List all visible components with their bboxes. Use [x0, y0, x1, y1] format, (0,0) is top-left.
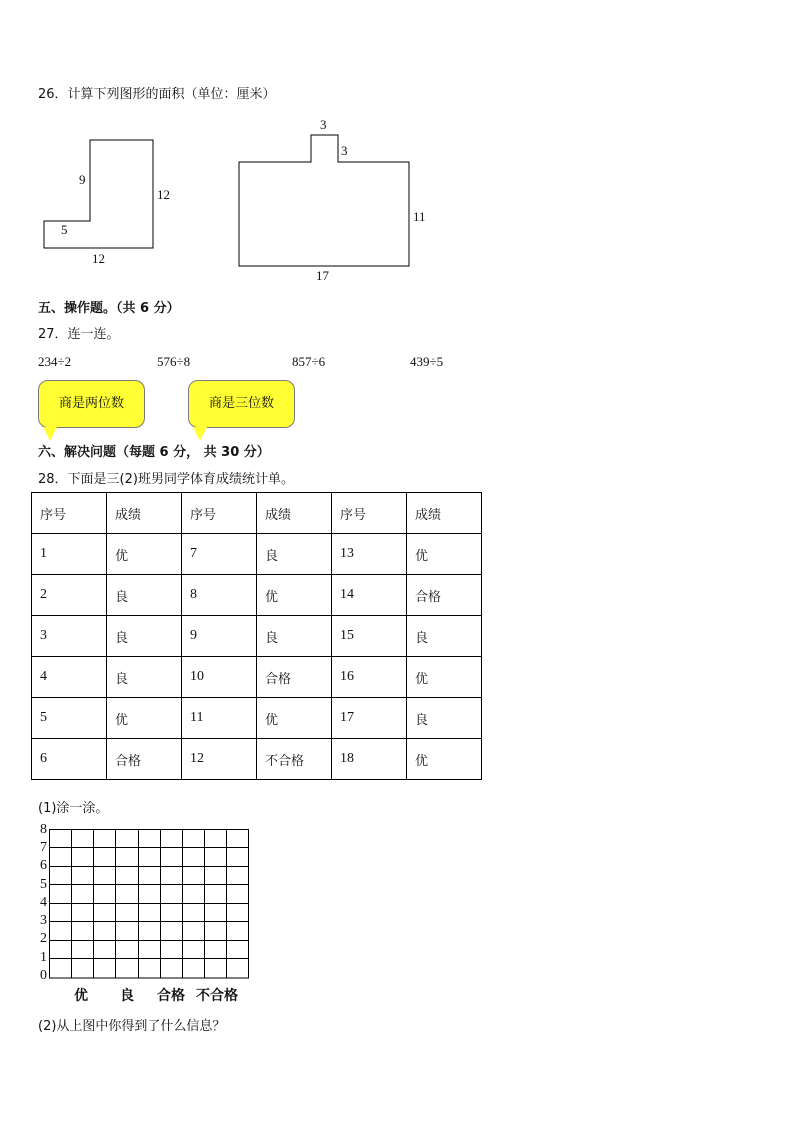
x-label-good: 良: [120, 988, 134, 1004]
table-cell: 优: [407, 534, 482, 575]
table-cell: 良: [257, 616, 332, 657]
fig1-bottom-label: 12: [92, 251, 105, 266]
table-cell: 合格: [407, 575, 482, 616]
table-cell: 17: [332, 698, 407, 739]
y-tick-label: 4: [40, 895, 47, 910]
grades-table: [31, 492, 482, 780]
part-2-prompt: (2)从上图中你得到了什么信息？: [38, 1019, 226, 1034]
table-cell: 4: [32, 657, 107, 698]
table-row: [32, 657, 482, 698]
table-cell: 10: [182, 657, 257, 698]
table-cell: 18: [332, 739, 407, 780]
header-cell: 序号: [32, 493, 107, 534]
section-5-title: 五、操作题。（共 6 分）: [38, 301, 180, 316]
part-1-prompt: (1)涂一涂。: [38, 801, 109, 816]
fig2-notch-label: 3: [341, 143, 348, 158]
table-row: [32, 534, 482, 575]
table-cell: 合格: [107, 739, 182, 780]
bubble-tail: [43, 427, 57, 441]
table-cell: 11: [182, 698, 257, 739]
table-cell: 1: [32, 534, 107, 575]
header-cell: 成绩: [107, 493, 182, 534]
table-cell: 良: [257, 534, 332, 575]
y-tick-label: 2: [40, 931, 47, 946]
table-cell: 16: [332, 657, 407, 698]
table-header-row: [32, 493, 482, 534]
question-27-text: 27．连一连。: [38, 327, 120, 342]
table-cell: 良: [107, 616, 182, 657]
y-tick-label: 3: [40, 913, 47, 928]
expression-1: 234÷2: [38, 354, 72, 369]
table-cell: 优: [407, 739, 482, 780]
y-tick-label: 6: [40, 858, 47, 873]
table-cell: 优: [407, 657, 482, 698]
header-cell: 序号: [182, 493, 257, 534]
table-cell: 良: [407, 698, 482, 739]
table-cell: 良: [107, 657, 182, 698]
x-label-excellent: 优: [74, 988, 88, 1004]
y-tick-label: 0: [40, 968, 47, 983]
table-cell: 12: [182, 739, 257, 780]
coloring-grid[interactable]: [49, 829, 251, 981]
area-figures: [0, 110, 460, 285]
bubble-tail: [193, 427, 207, 441]
section-6-title: 六、解决问题（每题 6 分， 共 30 分）: [38, 445, 270, 460]
notched-rectangle-figure: [239, 135, 409, 266]
expression-4: 439÷5: [410, 354, 444, 369]
fig1-left-label: 9: [79, 172, 86, 187]
table-row: [32, 616, 482, 657]
table-cell: 良: [407, 616, 482, 657]
table-cell: 3: [32, 616, 107, 657]
table-row: [32, 739, 482, 780]
table-cell: 优: [107, 698, 182, 739]
header-cell: 序号: [332, 493, 407, 534]
table-row: [32, 698, 482, 739]
table-cell: 6: [32, 739, 107, 780]
fig2-bottom-label: 17: [316, 268, 329, 283]
table-row: [32, 575, 482, 616]
question-26-text: 26．计算下列图形的面积（单位：厘米）: [38, 87, 276, 102]
header-cell: 成绩: [257, 493, 332, 534]
table-cell: 合格: [257, 657, 332, 698]
bubble-two-digit-label: 商是两位数: [58, 396, 124, 411]
bubble-three-digit-label: 商是三位数: [208, 396, 274, 411]
y-tick-label: 7: [40, 840, 47, 855]
expression-2: 576÷8: [157, 354, 191, 369]
question-28-text: 28．下面是三(2)班男同学体育成绩统计单。: [38, 472, 294, 487]
header-cell: 成绩: [407, 493, 482, 534]
table-cell: 5: [32, 698, 107, 739]
y-tick-label: 1: [40, 950, 47, 965]
table-cell: 8: [182, 575, 257, 616]
fig1-step-label: 5: [61, 222, 68, 237]
table-cell: 7: [182, 534, 257, 575]
table-cell: 优: [257, 575, 332, 616]
x-label-fail: 不合格: [196, 988, 238, 1004]
x-label-pass: 合格: [157, 988, 185, 1004]
bubble-three-digit-quotient[interactable]: [188, 380, 295, 428]
y-tick-label: 5: [40, 877, 47, 892]
table-cell: 优: [257, 698, 332, 739]
bubble-two-digit-quotient[interactable]: [38, 380, 145, 428]
table-cell: 不合格: [257, 739, 332, 780]
fig2-top-label: 3: [320, 117, 327, 132]
y-tick-label: 8: [40, 822, 47, 837]
table-cell: 9: [182, 616, 257, 657]
table-cell: 13: [332, 534, 407, 575]
table-cell: 良: [107, 575, 182, 616]
table-cell: 14: [332, 575, 407, 616]
table-cell: 2: [32, 575, 107, 616]
fig1-right-label: 12: [157, 187, 170, 202]
table-cell: 优: [107, 534, 182, 575]
expression-3: 857÷6: [292, 354, 326, 369]
fig2-right-label: 11: [413, 209, 426, 224]
table-cell: 15: [332, 616, 407, 657]
